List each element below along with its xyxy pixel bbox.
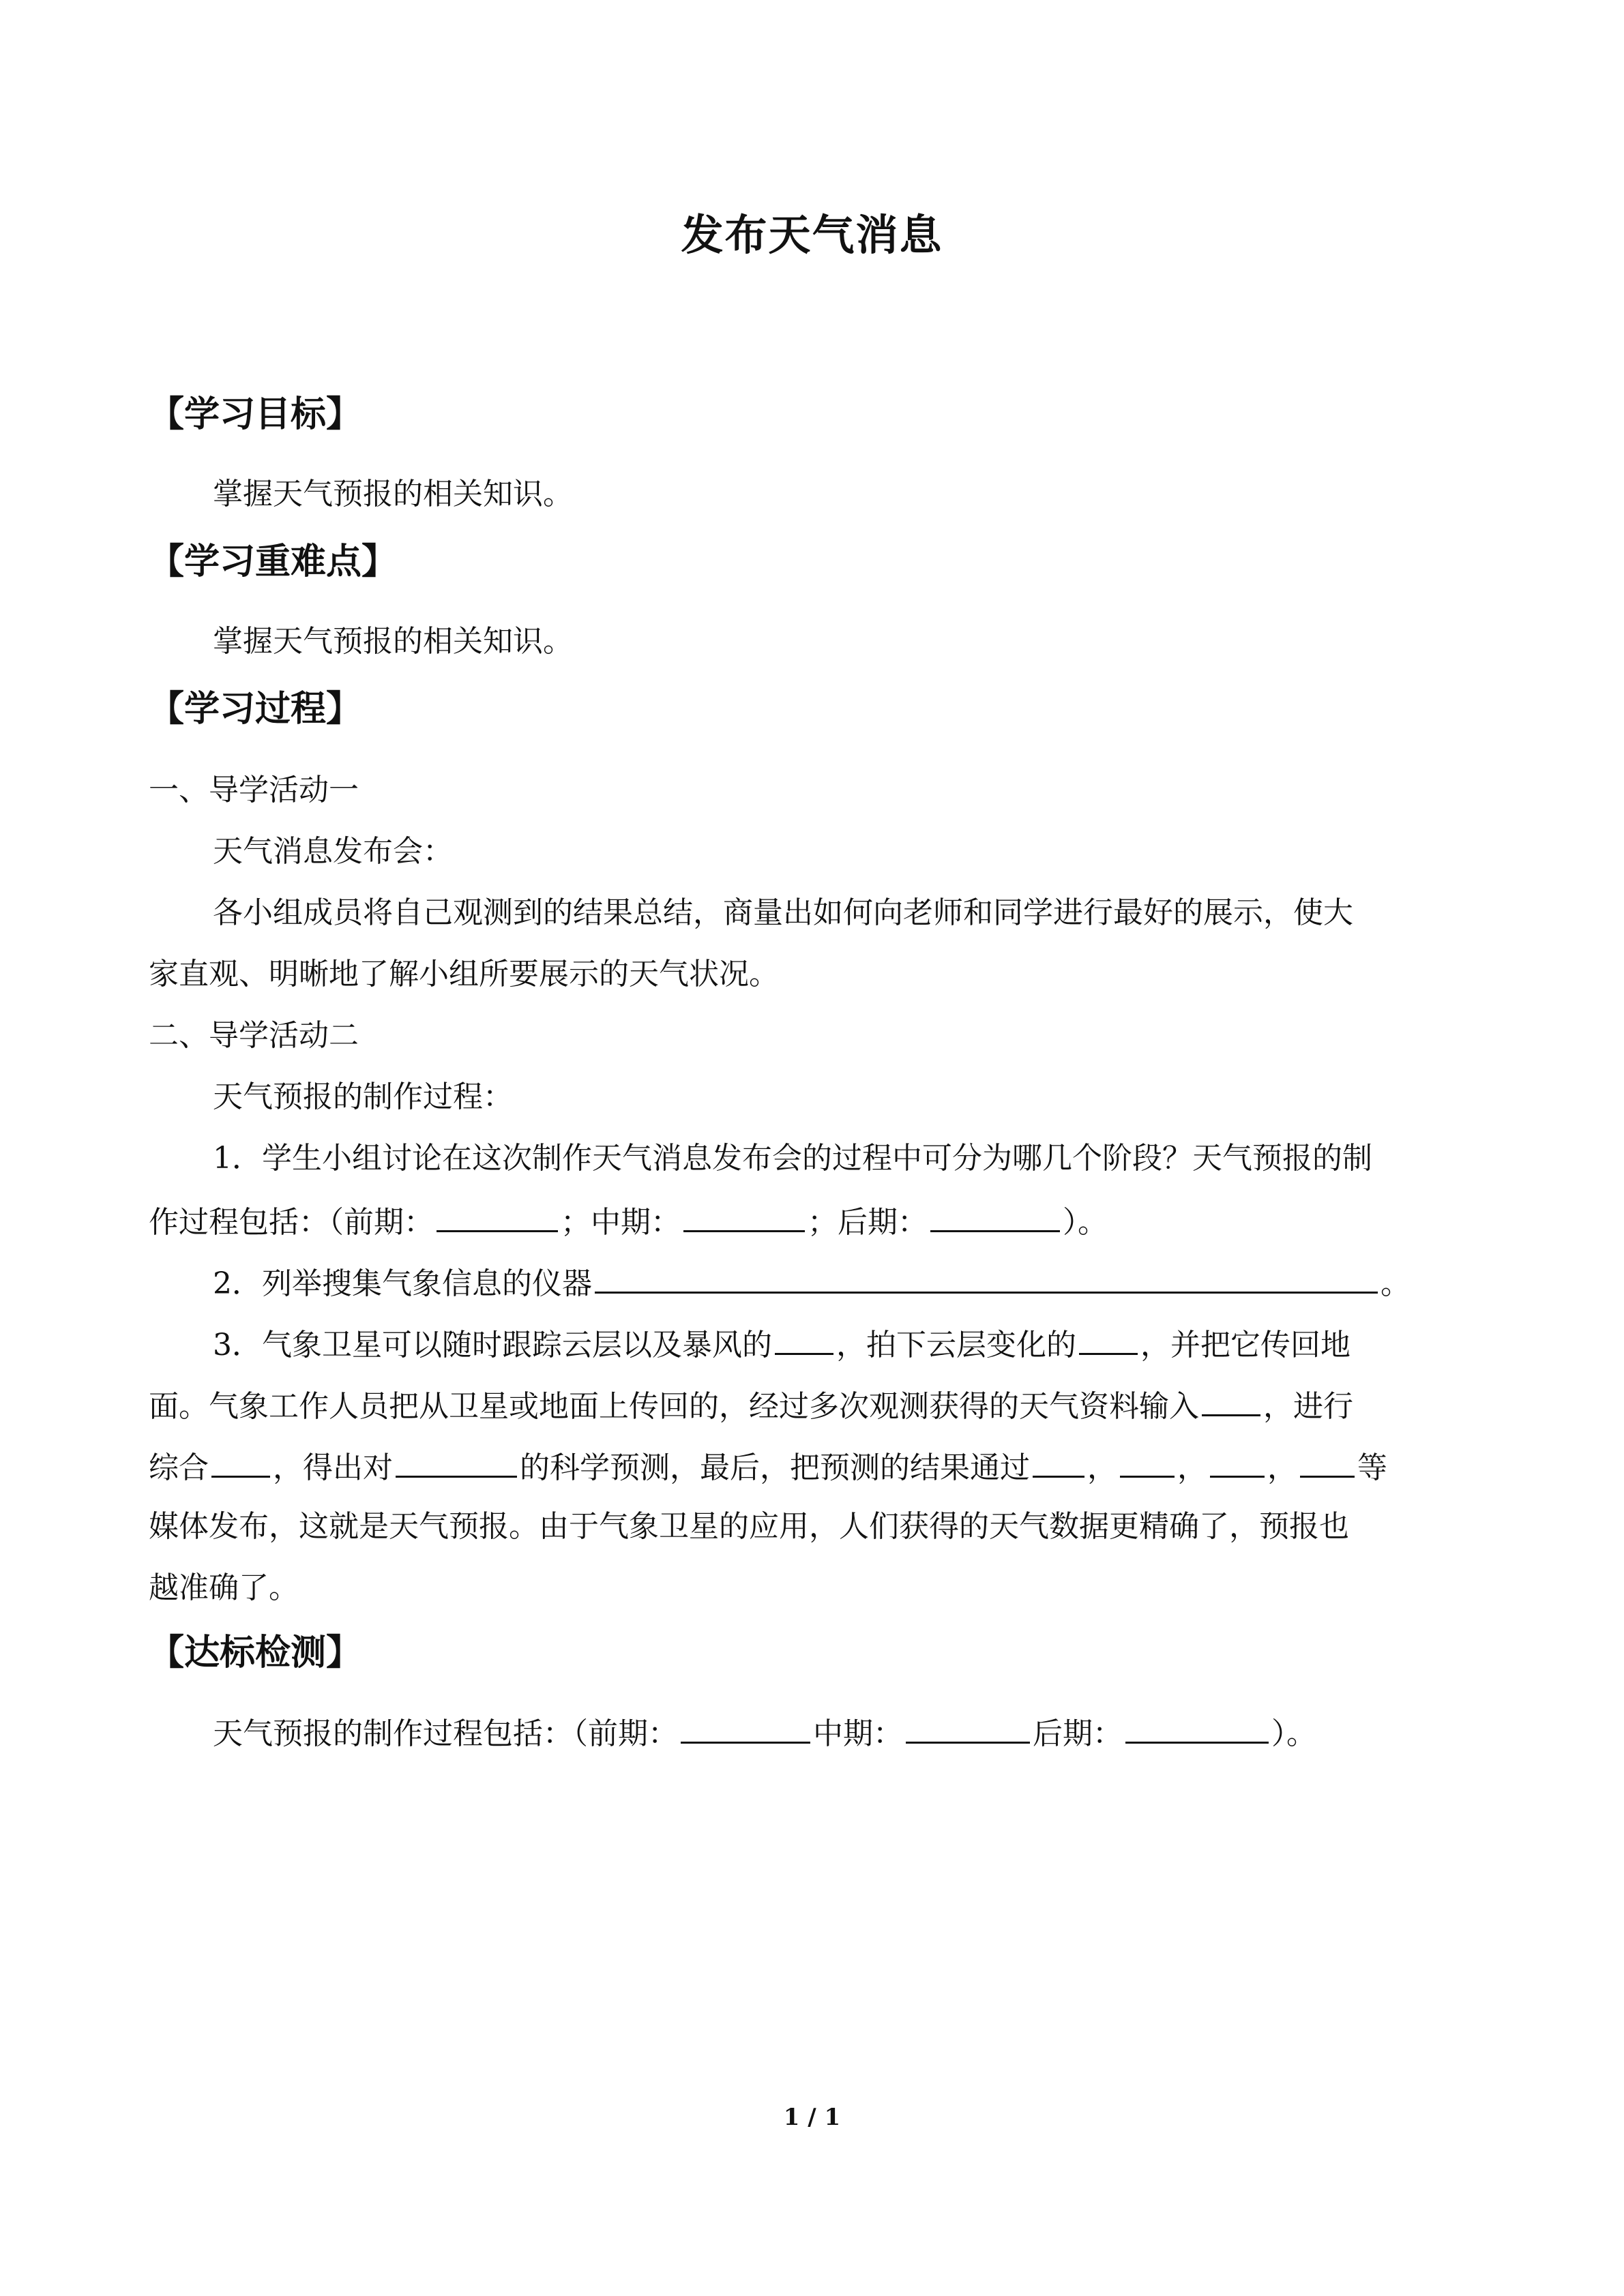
question1-text-d: ）。 [1063,1205,1108,1240]
assessment-text-c: 后期： [1033,1716,1123,1751]
blank-early-stage[interactable] [437,1196,558,1232]
blank-middle-stage[interactable] [683,1196,805,1232]
activity1-title: 一、导学活动一 [149,773,359,807]
assessment-text-b: 中期： [813,1716,903,1751]
blank-assessment-early[interactable] [681,1708,810,1744]
page-title: 发布天气消息 [681,210,943,260]
question3-l2-b: ，进行 [1263,1389,1353,1424]
blank-media-3[interactable] [1210,1442,1265,1478]
question3-line4: 媒体发布，这就是天气预报。由于气象卫星的应用，人们获得的天气数据更精确了，预报也 [149,1509,1349,1544]
assessment-text-a: 天气预报的制作过程包括：（前期： [213,1716,678,1751]
blank-assessment-late[interactable] [1125,1708,1269,1744]
blank-instruments[interactable] [595,1257,1378,1294]
blank-media-4[interactable] [1300,1442,1355,1478]
blank-synthesis[interactable] [211,1442,270,1478]
key-points-text: 掌握天气预报的相关知识。 [213,624,573,659]
blank-media-1[interactable] [1033,1442,1084,1478]
question3-l3-f: ， [1267,1450,1297,1485]
blank-media-2[interactable] [1120,1442,1175,1478]
question3-l1-b: ，拍下云层变化的 [836,1328,1076,1362]
question3-line5: 越准确了。 [149,1570,299,1605]
question2-text-b: 。 [1381,1266,1411,1301]
question3-l1-c: ，并把它传回地 [1140,1328,1350,1362]
question1-text-b: ；中期： [561,1205,681,1240]
question3-l3-e: ， [1177,1450,1207,1485]
question3-l3-a: 综合 [149,1450,209,1485]
activity2-title: 二、导学活动二 [149,1018,359,1053]
question3-l3-b: ，得出对 [273,1450,393,1485]
activity1-subtitle: 天气消息发布会： [213,834,453,869]
blank-assessment-middle[interactable] [906,1708,1030,1744]
blank-cloud-change[interactable] [1079,1319,1138,1355]
blank-late-stage[interactable] [930,1196,1060,1232]
heading-key-points: 【学习重难点】 [149,541,398,582]
assessment-line [213,1708,1316,1758]
activity2-subtitle: 天气预报的制作过程： [213,1079,513,1114]
assessment-text-d: ）。 [1271,1716,1316,1751]
goal-text: 掌握天气预报的相关知识。 [213,477,573,511]
question2-line [213,1257,1411,1308]
page-number: 1 / 1 [783,2104,841,2131]
question3-line1 [213,1319,1350,1369]
question2-text-a: 2．列举搜集气象信息的仪器 [213,1266,592,1301]
question3-l3-g: 等 [1357,1450,1387,1485]
heading-learning-process: 【学习过程】 [149,689,362,730]
question3-l3-c: 的科学预测，最后，把预测的结果通过 [520,1450,1030,1485]
question3-l1-a: 3．气象卫星可以随时跟踪云层以及暴风的 [213,1328,772,1362]
activity1-paragraph-line1: 各小组成员将自己观测到的结果总结，商量出如何向老师和同学进行最好的展示，使大 [213,895,1353,930]
blank-input-device[interactable] [1202,1380,1260,1416]
blank-prediction-target[interactable] [396,1442,517,1478]
question3-line3 [149,1442,1387,1492]
question3-l2-a: 面。气象工作人员把从卫星或地面上传回的，经过多次观测获得的天气资料输入 [149,1389,1199,1424]
activity1-paragraph-line2: 家直观、明晰地了解小组所要展示的天气状况。 [149,957,779,992]
question1-line1: 1．学生小组讨论在这次制作天气消息发布会的过程中可分为哪几个阶段？天气预报的制 [213,1141,1372,1176]
question3-l3-d: ， [1087,1450,1117,1485]
heading-learning-goal: 【学习目标】 [149,394,362,435]
question1-line2 [149,1196,1108,1247]
heading-assessment: 【达标检测】 [149,1632,362,1673]
blank-storm-tracking[interactable] [775,1319,833,1355]
question1-text-c: ；后期： [808,1205,928,1240]
question3-line2 [149,1380,1353,1431]
question1-text-a: 作过程包括：（前期： [149,1205,434,1240]
